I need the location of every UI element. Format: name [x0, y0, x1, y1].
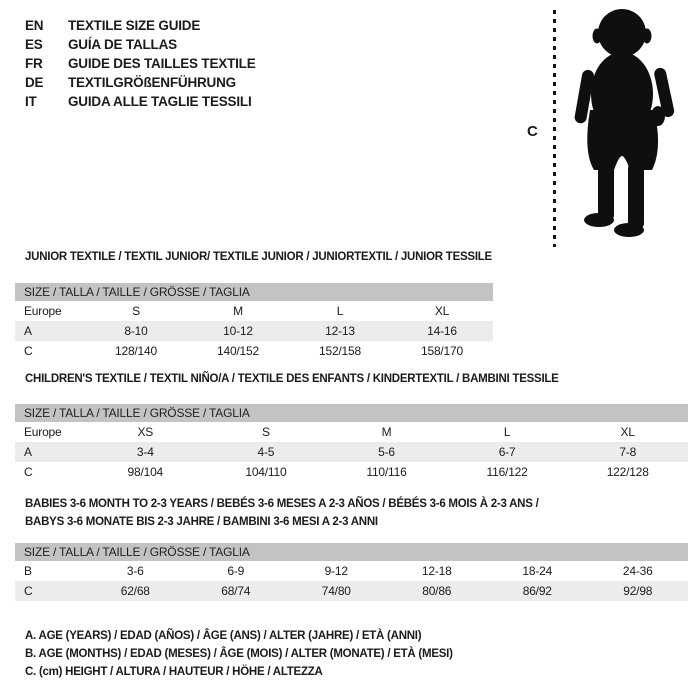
section-heading-babies-line1: BABIES 3-6 MONTH TO 2-3 YEARS / BEBÉS 3-6 MESES A 2-3 AÑOS / BÉBÉS 3-6 MOIS À 2-3 ANS / — [25, 498, 539, 510]
size-cell: 68/74 — [221, 584, 251, 598]
language-label: GUIDE DES TAILLES TEXTILE — [68, 56, 256, 71]
size-cell: 74/80 — [321, 584, 351, 598]
size-cell: XL — [434, 304, 450, 318]
junior-size-table — [15, 283, 493, 361]
size-cell: 10-12 — [223, 324, 253, 338]
size-cell: 92/98 — [623, 584, 653, 598]
size-cell: 122/128 — [606, 465, 649, 479]
size-cell: 14-16 — [427, 324, 457, 338]
table-header-bar: SIZE / TALLA / TAILLE / GRÖSSE / TAGLIA — [15, 404, 688, 422]
footnote-a: A. AGE (YEARS) / EDAD (AÑOS) / ÂGE (ANS) / ALTER (JAHRE) / ETÀ (ANNI) — [25, 630, 422, 642]
language-label: TEXTILE SIZE GUIDE — [68, 18, 201, 33]
row-label: C — [24, 584, 33, 598]
size-cell: 116/122 — [486, 465, 528, 479]
language-label: GUIDA ALLE TAGLIE TESSILI — [68, 94, 252, 109]
size-cell: 110/116 — [366, 465, 407, 479]
size-cell: 24-36 — [622, 564, 653, 578]
size-cell: 80/86 — [422, 584, 452, 598]
footnote-c: C. (cm) HEIGHT / ALTURA / HAUTEUR / HÖHE / ALTEZZA — [25, 666, 323, 678]
language-label: GUÍA DE TALLAS — [68, 37, 177, 52]
row-label: C — [24, 344, 33, 358]
row-label: A — [24, 445, 32, 459]
size-cell: 98/104 — [127, 465, 164, 479]
table-row-europe — [15, 422, 688, 442]
table-row-height — [15, 581, 688, 601]
size-cell: 18-24 — [522, 564, 553, 578]
language-label: TEXTILGRÖßENFÜHRUNG — [68, 75, 236, 90]
table-row-age — [15, 321, 493, 341]
height-measure-label: C — [527, 123, 538, 140]
size-cell: 12-13 — [325, 324, 355, 338]
size-cell: M — [233, 304, 243, 318]
section-heading-junior: JUNIOR TEXTILE / TEXTIL JUNIOR/ TEXTILE JUNIOR / JUNIORTEXTIL / JUNIOR TESSILE — [25, 251, 492, 263]
size-cell: 9-12 — [324, 564, 348, 578]
size-cell: 152/158 — [319, 344, 361, 358]
row-label: B — [24, 564, 32, 578]
table-row-age-months — [15, 561, 688, 581]
legend-footnotes — [25, 627, 453, 681]
baby-silhouette-icon — [556, 6, 691, 246]
language-list — [25, 16, 256, 111]
footnote-b: B. AGE (MONTHS) / EDAD (MESES) / ÂGE (MOIS) / ALTER (MONATE) / ETÀ (MESI) — [25, 648, 453, 660]
language-code: FR — [25, 56, 43, 71]
section-heading-children: CHILDREN'S TEXTILE / TEXTIL NIÑO/A / TEXTILE DES ENFANTS / KINDERTEXTIL / BAMBINI TESSILE — [25, 373, 559, 385]
section-heading-babies — [25, 495, 539, 531]
size-cell: XS — [137, 425, 154, 439]
size-cell: 128/140 — [115, 344, 157, 358]
size-cell: 86/92 — [522, 584, 552, 598]
size-cell: XL — [620, 425, 635, 439]
row-label: A — [24, 324, 32, 338]
table-header-bar: SIZE / TALLA / TAILLE / GRÖSSE / TAGLIA — [15, 543, 688, 561]
table-row-age — [15, 442, 688, 462]
size-cell: 62/68 — [120, 584, 150, 598]
language-code: ES — [25, 37, 43, 52]
size-cell: 7-8 — [619, 445, 637, 459]
language-row — [25, 92, 256, 111]
size-cell: L — [336, 304, 344, 318]
language-code: IT — [25, 94, 37, 109]
section-heading-babies-line2: BABYS 3-6 MONATE BIS 2-3 JAHRE / BAMBINI 3-6 MESI A 2-3 ANNI — [25, 516, 378, 528]
size-cell: 6-7 — [498, 445, 516, 459]
size-cell: 3-6 — [126, 564, 144, 578]
children-size-table — [15, 404, 688, 482]
row-label: Europe — [24, 304, 62, 318]
table-header-bar: SIZE / TALLA / TAILLE / GRÖSSE / TAGLIA — [15, 283, 493, 301]
row-label: Europe — [24, 425, 62, 439]
size-cell: 4-5 — [257, 445, 275, 459]
language-code: EN — [25, 18, 44, 33]
language-code: DE — [25, 75, 44, 90]
language-row — [25, 54, 256, 73]
babies-size-table — [15, 543, 688, 601]
row-label: C — [24, 465, 33, 479]
size-cell: 12-18 — [421, 564, 452, 578]
size-cell: 104/110 — [245, 465, 287, 479]
size-cell: 6-9 — [227, 564, 245, 578]
language-row — [25, 35, 256, 54]
size-cell: 5-6 — [378, 445, 395, 459]
language-row — [25, 73, 256, 92]
size-cell: L — [503, 425, 511, 439]
size-cell: S — [132, 304, 140, 318]
language-row — [25, 16, 256, 35]
size-cell: 3-4 — [136, 445, 154, 459]
size-cell: S — [261, 425, 270, 439]
table-row-europe — [15, 301, 493, 321]
table-row-height — [15, 341, 493, 361]
size-cell: M — [381, 425, 392, 439]
size-cell: 8-10 — [124, 324, 148, 338]
size-cell: 140/152 — [217, 344, 259, 358]
size-cell: 158/170 — [421, 344, 463, 358]
table-row-height — [15, 462, 688, 482]
